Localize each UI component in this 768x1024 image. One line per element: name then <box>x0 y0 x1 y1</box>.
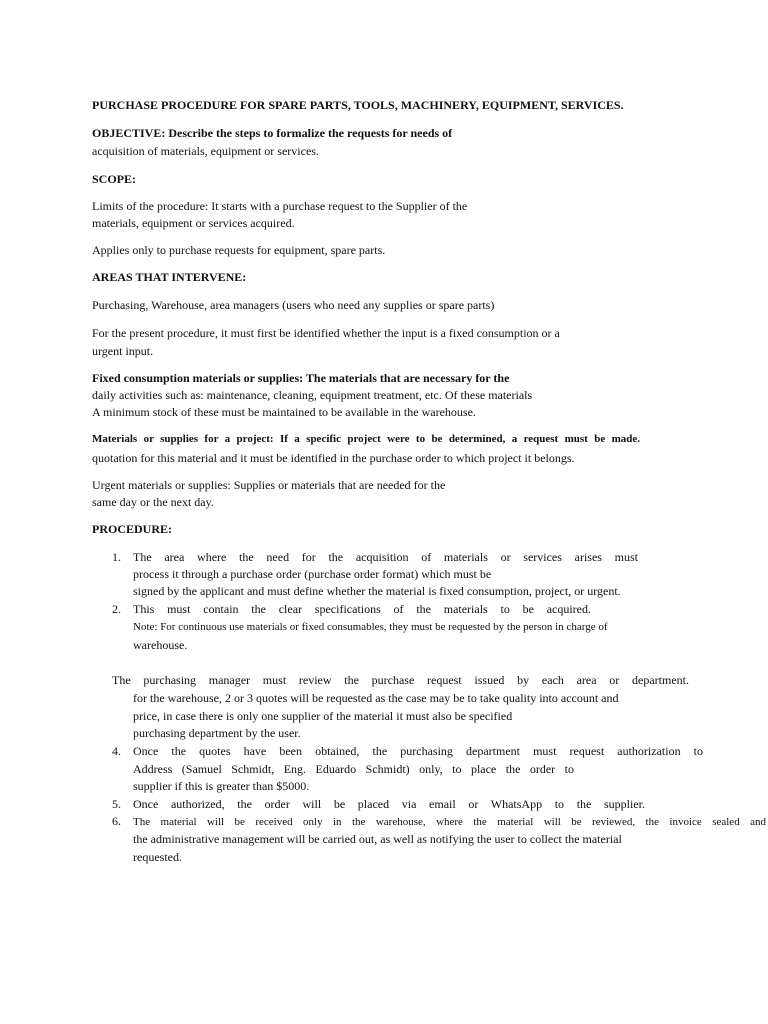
scope-limits-line-1: Limits of the procedure: It starts with a purchase request to the Supplier of the <box>92 199 468 213</box>
present-line-1: For the present procedure, it must first be identified whether the input is a fixed consumption or a <box>92 326 560 340</box>
step-3-line-1: The purchasing manager must review the purchase request issued by each area or department. <box>112 673 689 687</box>
step-6-line-3: requested. <box>133 850 182 864</box>
document-title: PURCHASE PROCEDURE FOR SPARE PARTS, TOOLS, MACHINERY, EQUIPMENT, SERVICES. <box>92 98 624 112</box>
scope-applies: Applies only to purchase requests for equipment, spare parts. <box>92 243 386 257</box>
step-1-line-3: signed by the applicant and must define whether the material is fixed consumption, project, or urgent. <box>133 584 621 598</box>
present-line-2: urgent input. <box>92 344 154 358</box>
step-3-line-2: for the warehouse, 2 or 3 quotes will be requested as the case may be to take quality into account and <box>133 691 619 705</box>
step-2-line-3: warehouse. <box>133 638 188 652</box>
step-number: 1. <box>112 550 121 564</box>
step-4-line-2: Address (Samuel Schmidt, Eng. Eduardo Schmidt) only, to place the order to <box>133 762 574 776</box>
scope-limits-line-2: materials, equipment or services acquired. <box>92 216 295 230</box>
step-2-note: Note: For continuous use materials or fixed consumables, they must be requested by the person in charge of <box>133 621 608 633</box>
fixed-consumption-line-2: daily activities such as: maintenance, cleaning, equipment treatment, etc. Of these materials <box>92 388 533 402</box>
step-number: 5. <box>112 797 121 811</box>
step-number: 6. <box>112 814 121 828</box>
step-5-line-1: Once authorized, the order will be placed via email or WhatsApp to the supplier. <box>133 797 645 811</box>
step-4-line-1: Once the quotes have been obtained, the purchasing department must request authorization to <box>133 744 703 758</box>
step-3-line-4: purchasing department by the user. <box>133 726 301 740</box>
step-4-line-3: supplier if this is greater than $5000. <box>133 779 310 793</box>
urgent-line-1: Urgent materials or supplies: Supplies or materials that are needed for the <box>92 478 446 492</box>
fixed-consumption-line-3: A minimum stock of these must be maintained to be available in the warehouse. <box>92 405 476 419</box>
fixed-consumption-heading: Fixed consumption materials or supplies: The materials that are necessary for the <box>92 371 510 385</box>
step-1-line-1: The area where the need for the acquisition of materials or services arises must <box>133 550 638 564</box>
step-6-line-2: the administrative management will be carried out, as well as notifying the user to collect the material <box>133 832 622 846</box>
procedure-heading: PROCEDURE: <box>92 522 172 536</box>
step-number: 2. <box>112 602 121 616</box>
project-heading: Materials or supplies for a project: If a specific project were to be determined, a request must be made. <box>92 433 640 445</box>
step-2-line-1: This must contain the clear specifications of the materials to be acquired. <box>133 602 591 616</box>
step-6-line-1: The material will be received only in the warehouse, where the material will be reviewed, the invoice sealed and <box>133 816 766 828</box>
areas-heading: AREAS THAT INTERVENE: <box>92 270 247 284</box>
scope-heading: SCOPE: <box>92 172 137 186</box>
urgent-line-2: same day or the next day. <box>92 495 214 509</box>
project-line-2: quotation for this material and it must be identified in the purchase order to which project it belongs. <box>92 451 575 465</box>
step-number: 4. <box>112 744 121 758</box>
objective-text: acquisition of materials, equipment or services. <box>92 144 319 158</box>
step-3-line-3: price, in case there is only one supplier of the material it must also be specified <box>133 709 513 723</box>
step-1-line-2: process it through a purchase order (purchase order format) which must be <box>133 567 492 581</box>
objective-label: OBJECTIVE: Describe the steps to formalize the requests for needs of <box>92 126 453 140</box>
areas-text: Purchasing, Warehouse, area managers (users who need any supplies or spare parts) <box>92 298 495 312</box>
